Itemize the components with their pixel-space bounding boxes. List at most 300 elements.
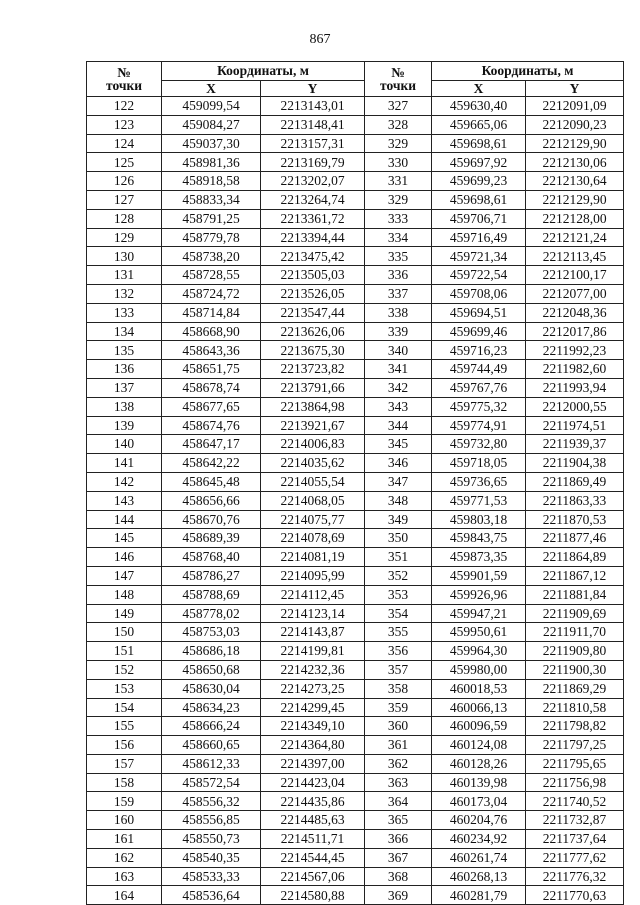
y-coordinate-cell: 2213475,42 (261, 247, 365, 266)
y-coordinate-cell: 2212000,55 (526, 397, 624, 416)
y-coordinate-cell: 2214349,10 (261, 717, 365, 736)
y-coordinate-cell: 2212090,23 (526, 115, 624, 134)
y-coordinate-cell: 2213264,74 (261, 190, 365, 209)
table-row (87, 360, 624, 379)
point-number-cell: 339 (365, 322, 432, 341)
y-coordinate-cell: 2214423,04 (261, 773, 365, 792)
y-coordinate-cell: 2214143,87 (261, 623, 365, 642)
table-row (87, 848, 624, 867)
y-coordinate-cell: 2212091,09 (526, 97, 624, 116)
y-coordinate-cell: 2212128,00 (526, 209, 624, 228)
table-row (87, 604, 624, 623)
point-number-cell: 153 (87, 679, 162, 698)
table-row (87, 341, 624, 360)
x-coordinate-cell: 458670,76 (162, 510, 261, 529)
x-coordinate-cell: 459699,46 (432, 322, 526, 341)
y-coordinate-cell: 2211869,49 (526, 472, 624, 491)
table-row (87, 548, 624, 567)
y-coordinate-cell: 2213547,44 (261, 303, 365, 322)
y-coordinate-cell: 2212077,00 (526, 284, 624, 303)
y-coordinate-cell: 2214081,19 (261, 548, 365, 567)
table-row (87, 378, 624, 397)
x-coordinate-cell: 458651,75 (162, 360, 261, 379)
table-row (87, 811, 624, 830)
point-number-cell: 347 (365, 472, 432, 491)
point-number-cell: 125 (87, 153, 162, 172)
x-coordinate-cell: 459775,32 (432, 397, 526, 416)
y-coordinate-cell: 2214035,62 (261, 454, 365, 473)
y-coordinate-cell: 2211777,62 (526, 848, 624, 867)
x-coordinate-cell: 458572,54 (162, 773, 261, 792)
point-number-cell: 163 (87, 867, 162, 886)
table-row (87, 529, 624, 548)
point-number-cell: 122 (87, 97, 162, 116)
x-coordinate-cell: 459771,53 (432, 491, 526, 510)
point-number-cell: 349 (365, 510, 432, 529)
x-coordinate-cell: 459980,00 (432, 660, 526, 679)
table-row (87, 303, 624, 322)
x-coordinate-cell: 459699,23 (432, 172, 526, 191)
point-number-cell: 359 (365, 698, 432, 717)
x-coordinate-cell: 459665,06 (432, 115, 526, 134)
y-coordinate-cell: 2211900,30 (526, 660, 624, 679)
y-coordinate-cell: 2213921,67 (261, 416, 365, 435)
table-row (87, 886, 624, 905)
x-coordinate-cell: 460268,13 (432, 867, 526, 886)
y-coordinate-cell: 2214397,00 (261, 754, 365, 773)
point-number-cell: 330 (365, 153, 432, 172)
y-coordinate-cell: 2211770,63 (526, 886, 624, 905)
point-number-cell: 147 (87, 566, 162, 585)
point-number-cell: 369 (365, 886, 432, 905)
y-coordinate-cell: 2213505,03 (261, 266, 365, 285)
table-row (87, 397, 624, 416)
x-coordinate-cell: 458533,33 (162, 867, 261, 886)
y-coordinate-cell: 2211870,53 (526, 510, 624, 529)
point-number-cell: 367 (365, 848, 432, 867)
y-coordinate-cell: 2214435,86 (261, 792, 365, 811)
x-coordinate-cell: 460139,98 (432, 773, 526, 792)
table-body (87, 97, 624, 905)
y-coordinate-cell: 2211797,25 (526, 736, 624, 755)
x-coordinate-cell: 458833,34 (162, 190, 261, 209)
x-coordinate-cell: 459926,96 (432, 585, 526, 604)
table-row (87, 322, 624, 341)
y-header-right: Y (526, 81, 624, 97)
coordinates-table (86, 61, 624, 905)
x-coordinate-cell: 458686,18 (162, 642, 261, 661)
point-number-cell: 327 (365, 97, 432, 116)
point-number-cell: 164 (87, 886, 162, 905)
point-number-cell: 154 (87, 698, 162, 717)
point-number-cell: 342 (365, 378, 432, 397)
y-coordinate-cell: 2211909,69 (526, 604, 624, 623)
x-coordinate-cell: 458645,48 (162, 472, 261, 491)
point-number-cell: 155 (87, 717, 162, 736)
y-coordinate-cell: 2213864,98 (261, 397, 365, 416)
y-coordinate-cell: 2213675,30 (261, 341, 365, 360)
point-number-cell: 328 (365, 115, 432, 134)
y-coordinate-cell: 2214006,83 (261, 435, 365, 454)
point-number-cell: 340 (365, 341, 432, 360)
table-row (87, 510, 624, 529)
y-coordinate-cell: 2212130,64 (526, 172, 624, 191)
x-coordinate-cell: 459774,91 (432, 416, 526, 435)
x-coordinate-cell: 458714,84 (162, 303, 261, 322)
x-coordinate-cell: 458768,40 (162, 548, 261, 567)
table-row (87, 830, 624, 849)
y-coordinate-cell: 2214567,06 (261, 867, 365, 886)
x-coordinate-cell: 458642,22 (162, 454, 261, 473)
x-coordinate-cell: 458656,66 (162, 491, 261, 510)
y-coordinate-cell: 2214273,25 (261, 679, 365, 698)
x-coordinate-cell: 460204,76 (432, 811, 526, 830)
table-row (87, 792, 624, 811)
point-number-cell: 136 (87, 360, 162, 379)
point-number-cell: 132 (87, 284, 162, 303)
x-coordinate-cell: 459901,59 (432, 566, 526, 585)
table-row (87, 698, 624, 717)
x-coordinate-cell: 458677,65 (162, 397, 261, 416)
point-number-cell: 149 (87, 604, 162, 623)
table-row (87, 585, 624, 604)
x-coordinate-cell: 458556,85 (162, 811, 261, 830)
y-coordinate-cell: 2211756,98 (526, 773, 624, 792)
point-number-cell: 137 (87, 378, 162, 397)
point-number-cell: 157 (87, 754, 162, 773)
table-row (87, 867, 624, 886)
point-number-cell: 358 (365, 679, 432, 698)
point-number-cell: 348 (365, 491, 432, 510)
point-label: точки (379, 78, 417, 93)
y-coordinate-cell: 2211863,33 (526, 491, 624, 510)
y-coordinate-cell: 2214199,81 (261, 642, 365, 661)
y-coordinate-cell: 2212130,06 (526, 153, 624, 172)
x-coordinate-cell: 459716,23 (432, 341, 526, 360)
x-coordinate-cell: 459698,61 (432, 190, 526, 209)
table-row (87, 115, 624, 134)
y-coordinate-cell: 2211867,12 (526, 566, 624, 585)
x-coordinate-cell: 458668,90 (162, 322, 261, 341)
y-coordinate-cell: 2212100,17 (526, 266, 624, 285)
y-coordinate-cell: 2213361,72 (261, 209, 365, 228)
table-row (87, 134, 624, 153)
point-number-cell: 343 (365, 397, 432, 416)
y-coordinate-cell: 2212129,90 (526, 134, 624, 153)
point-number-header-left (87, 62, 162, 97)
point-number-cell: 337 (365, 284, 432, 303)
x-coordinate-cell: 459716,49 (432, 228, 526, 247)
x-coordinate-cell: 459084,27 (162, 115, 261, 134)
y-coordinate-cell: 2214112,45 (261, 585, 365, 604)
point-number-cell: 329 (365, 190, 432, 209)
point-number-cell: 135 (87, 341, 162, 360)
table-row (87, 660, 624, 679)
x-coordinate-cell: 458778,02 (162, 604, 261, 623)
point-number-cell: 161 (87, 830, 162, 849)
y-coordinate-cell: 2213723,82 (261, 360, 365, 379)
point-number-cell: 351 (365, 548, 432, 567)
y-coordinate-cell: 2213791,66 (261, 378, 365, 397)
y-coordinate-cell: 2213143,01 (261, 97, 365, 116)
point-number-cell: 160 (87, 811, 162, 830)
x-coordinate-cell: 458981,36 (162, 153, 261, 172)
y-coordinate-cell: 2214580,88 (261, 886, 365, 905)
point-number-cell: 336 (365, 266, 432, 285)
x-header-right: X (432, 81, 526, 97)
x-coordinate-cell: 460234,92 (432, 830, 526, 849)
y-coordinate-cell: 2212113,45 (526, 247, 624, 266)
x-coordinate-cell: 458918,58 (162, 172, 261, 191)
point-number-cell: 146 (87, 548, 162, 567)
y-coordinate-cell: 2213626,06 (261, 322, 365, 341)
coordinates-header-right: Координаты, м (432, 62, 624, 81)
point-number-cell: 354 (365, 604, 432, 623)
x-coordinate-cell: 458650,68 (162, 660, 261, 679)
y-coordinate-cell: 2213526,05 (261, 284, 365, 303)
point-number-cell: 127 (87, 190, 162, 209)
point-number-cell: 150 (87, 623, 162, 642)
x-coordinate-cell: 458647,17 (162, 435, 261, 454)
x-coordinate-cell: 460281,79 (432, 886, 526, 905)
point-number-cell: 356 (365, 642, 432, 661)
point-number-cell: 362 (365, 754, 432, 773)
number-sign: № (391, 64, 405, 80)
table-row (87, 754, 624, 773)
table-row (87, 472, 624, 491)
x-coordinate-cell: 458689,39 (162, 529, 261, 548)
point-number-cell: 335 (365, 247, 432, 266)
x-coordinate-cell: 458738,20 (162, 247, 261, 266)
x-coordinate-cell: 459698,61 (432, 134, 526, 153)
point-number-cell: 151 (87, 642, 162, 661)
page-number: 867 (309, 32, 331, 47)
y-coordinate-cell: 2214123,14 (261, 604, 365, 623)
table-row (87, 642, 624, 661)
x-coordinate-cell: 460096,59 (432, 717, 526, 736)
point-label: точки (105, 78, 143, 93)
y-coordinate-cell: 2211740,52 (526, 792, 624, 811)
y-coordinate-cell: 2211776,32 (526, 867, 624, 886)
point-number-cell: 346 (365, 454, 432, 473)
y-coordinate-cell: 2214364,80 (261, 736, 365, 755)
x-coordinate-cell: 459721,34 (432, 247, 526, 266)
x-coordinate-cell: 460124,08 (432, 736, 526, 755)
y-coordinate-cell: 2211798,82 (526, 717, 624, 736)
x-coordinate-cell: 460066,13 (432, 698, 526, 717)
x-coordinate-cell: 459947,21 (432, 604, 526, 623)
y-coordinate-cell: 2214055,54 (261, 472, 365, 491)
point-number-header-right (365, 62, 432, 97)
x-coordinate-cell: 459718,05 (432, 454, 526, 473)
x-coordinate-cell: 458753,03 (162, 623, 261, 642)
number-sign: № (117, 64, 131, 80)
point-number-cell: 368 (365, 867, 432, 886)
point-number-cell: 329 (365, 134, 432, 153)
x-coordinate-cell: 459767,76 (432, 378, 526, 397)
table-row (87, 284, 624, 303)
y-coordinate-cell: 2214095,99 (261, 566, 365, 585)
point-number-cell: 131 (87, 266, 162, 285)
point-number-cell: 355 (365, 623, 432, 642)
x-coordinate-cell: 459694,51 (432, 303, 526, 322)
x-coordinate-cell: 459736,65 (432, 472, 526, 491)
point-number-cell: 365 (365, 811, 432, 830)
point-number-cell: 141 (87, 454, 162, 473)
point-number-cell: 360 (365, 717, 432, 736)
table-row (87, 209, 624, 228)
y-coordinate-cell: 2211993,94 (526, 378, 624, 397)
y-coordinate-cell: 2214511,71 (261, 830, 365, 849)
x-coordinate-cell: 458643,36 (162, 341, 261, 360)
table-row (87, 247, 624, 266)
table-row (87, 435, 624, 454)
y-coordinate-cell: 2211877,46 (526, 529, 624, 548)
table-row (87, 566, 624, 585)
y-coordinate-cell: 2214544,45 (261, 848, 365, 867)
x-coordinate-cell: 458556,32 (162, 792, 261, 811)
y-coordinate-cell: 2213157,31 (261, 134, 365, 153)
x-coordinate-cell: 458660,65 (162, 736, 261, 755)
point-number-cell: 138 (87, 397, 162, 416)
table-row (87, 266, 624, 285)
x-coordinate-cell: 458550,73 (162, 830, 261, 849)
x-coordinate-cell: 458674,76 (162, 416, 261, 435)
x-coordinate-cell: 460261,74 (432, 848, 526, 867)
y-coordinate-cell: 2211737,64 (526, 830, 624, 849)
x-coordinate-cell: 458786,27 (162, 566, 261, 585)
point-number-cell: 350 (365, 529, 432, 548)
y-coordinate-cell: 2213202,07 (261, 172, 365, 191)
y-coordinate-cell: 2212121,24 (526, 228, 624, 247)
point-number-cell: 341 (365, 360, 432, 379)
x-coordinate-cell: 459706,71 (432, 209, 526, 228)
x-coordinate-cell: 458779,78 (162, 228, 261, 247)
table-row (87, 454, 624, 473)
table-row (87, 491, 624, 510)
x-coordinate-cell: 458728,55 (162, 266, 261, 285)
x-coordinate-cell: 459722,54 (432, 266, 526, 285)
x-coordinate-cell: 459697,92 (432, 153, 526, 172)
point-number-cell: 344 (365, 416, 432, 435)
x-coordinate-cell: 458536,64 (162, 886, 261, 905)
x-coordinate-cell: 459843,75 (432, 529, 526, 548)
point-number-cell: 357 (365, 660, 432, 679)
point-number-cell: 124 (87, 134, 162, 153)
point-number-cell: 338 (365, 303, 432, 322)
point-number-cell: 145 (87, 529, 162, 548)
x-coordinate-cell: 459873,35 (432, 548, 526, 567)
y-coordinate-cell: 2214068,05 (261, 491, 365, 510)
x-coordinate-cell: 458678,74 (162, 378, 261, 397)
point-number-cell: 333 (365, 209, 432, 228)
y-coordinate-cell: 2213169,79 (261, 153, 365, 172)
x-coordinate-cell: 459037,30 (162, 134, 261, 153)
x-coordinate-cell: 459099,54 (162, 97, 261, 116)
x-coordinate-cell: 458724,72 (162, 284, 261, 303)
x-coordinate-cell: 459964,30 (432, 642, 526, 661)
table-row (87, 679, 624, 698)
y-coordinate-cell: 2214232,36 (261, 660, 365, 679)
y-coordinate-cell: 2211974,51 (526, 416, 624, 435)
x-coordinate-cell: 458612,33 (162, 754, 261, 773)
point-number-cell: 353 (365, 585, 432, 604)
point-number-cell: 361 (365, 736, 432, 755)
y-coordinate-cell: 2214075,77 (261, 510, 365, 529)
point-number-cell: 159 (87, 792, 162, 811)
y-coordinate-cell: 2212048,36 (526, 303, 624, 322)
x-coordinate-cell: 459950,61 (432, 623, 526, 642)
point-number-cell: 364 (365, 792, 432, 811)
x-coordinate-cell: 458788,69 (162, 585, 261, 604)
point-number-cell: 152 (87, 660, 162, 679)
y-coordinate-cell: 2211939,37 (526, 435, 624, 454)
point-number-cell: 331 (365, 172, 432, 191)
x-coordinate-cell: 458666,24 (162, 717, 261, 736)
point-number-cell: 162 (87, 848, 162, 867)
x-coordinate-cell: 459630,40 (432, 97, 526, 116)
point-number-cell: 126 (87, 172, 162, 191)
y-coordinate-cell: 2212017,86 (526, 322, 624, 341)
y-coordinate-cell: 2211982,60 (526, 360, 624, 379)
table-row (87, 172, 624, 191)
y-coordinate-cell: 2211881,84 (526, 585, 624, 604)
point-number-cell: 133 (87, 303, 162, 322)
y-coordinate-cell: 2211869,29 (526, 679, 624, 698)
point-number-cell: 128 (87, 209, 162, 228)
x-coordinate-cell: 459803,18 (432, 510, 526, 529)
point-number-cell: 345 (365, 435, 432, 454)
point-number-cell: 123 (87, 115, 162, 134)
y-coordinate-cell: 2211795,65 (526, 754, 624, 773)
y-coordinate-cell: 2213148,41 (261, 115, 365, 134)
point-number-cell: 129 (87, 228, 162, 247)
y-coordinate-cell: 2211992,23 (526, 341, 624, 360)
x-coordinate-cell: 459708,06 (432, 284, 526, 303)
point-number-cell: 366 (365, 830, 432, 849)
table-header (87, 62, 624, 97)
point-number-cell: 134 (87, 322, 162, 341)
table-row (87, 97, 624, 116)
point-number-cell: 363 (365, 773, 432, 792)
x-coordinate-cell: 460128,26 (432, 754, 526, 773)
point-number-cell: 140 (87, 435, 162, 454)
table-row (87, 228, 624, 247)
y-header-left: Y (261, 81, 365, 97)
point-number-cell: 148 (87, 585, 162, 604)
point-number-cell: 139 (87, 416, 162, 435)
x-header-left: X (162, 81, 261, 97)
y-coordinate-cell: 2211864,89 (526, 548, 624, 567)
point-number-cell: 142 (87, 472, 162, 491)
y-coordinate-cell: 2213394,44 (261, 228, 365, 247)
x-coordinate-cell: 458540,35 (162, 848, 261, 867)
x-coordinate-cell: 458791,25 (162, 209, 261, 228)
point-number-cell: 158 (87, 773, 162, 792)
table-row (87, 736, 624, 755)
point-number-cell: 156 (87, 736, 162, 755)
y-coordinate-cell: 2214299,45 (261, 698, 365, 717)
x-coordinate-cell: 458634,23 (162, 698, 261, 717)
y-coordinate-cell: 2214485,63 (261, 811, 365, 830)
point-number-cell: 143 (87, 491, 162, 510)
point-number-cell: 130 (87, 247, 162, 266)
y-coordinate-cell: 2211810,58 (526, 698, 624, 717)
point-number-cell: 352 (365, 566, 432, 585)
point-number-cell: 334 (365, 228, 432, 247)
y-coordinate-cell: 2214078,69 (261, 529, 365, 548)
point-number-cell: 144 (87, 510, 162, 529)
